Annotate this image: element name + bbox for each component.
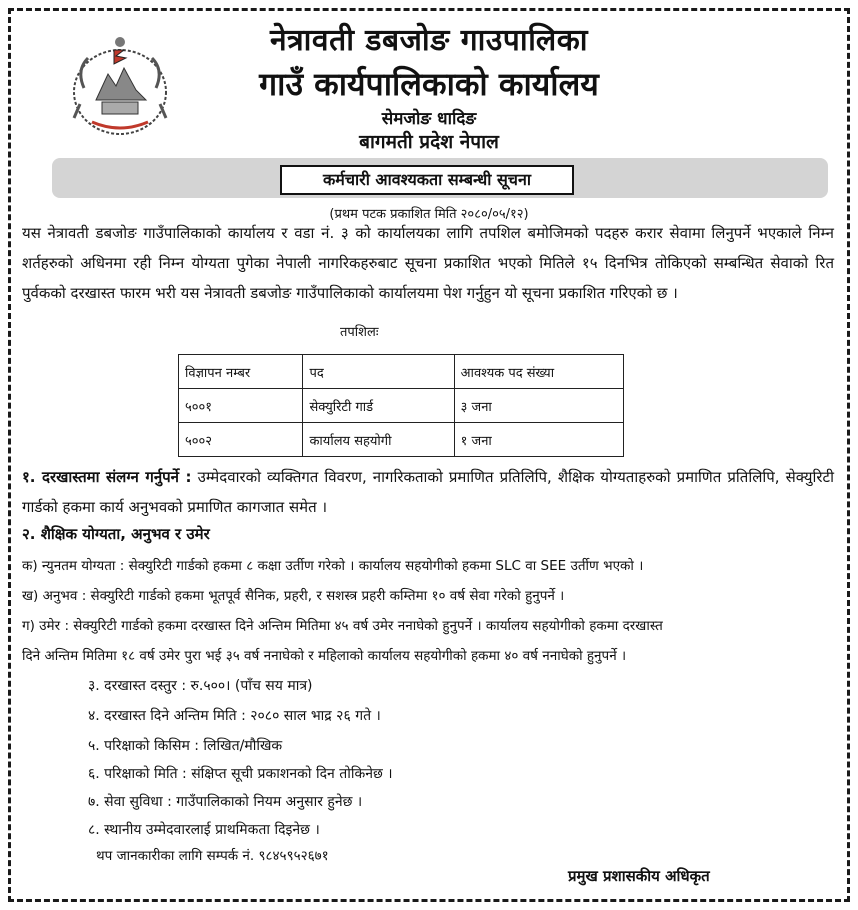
- signature-title: प्रमुख प्रशासकीय अधिकृत: [568, 867, 710, 885]
- age-line-2: दिने अन्तिम मितिमा १८ वर्ष उमेर पुरा भई ३५ वर्ष ननाघेको र महिलाको कार्यालय सहयोगीको हकमा ४० वर्ष ननाघेको हुनुपर्ने ।: [22, 648, 627, 664]
- address-line2: बागमती प्रदेश नेपाल: [359, 131, 499, 153]
- schedule-label: तपशिलः: [340, 325, 379, 340]
- table-cell: ३ जना: [454, 389, 623, 423]
- table-header-row: [179, 355, 624, 389]
- contact-info: थप जानकारीका लागि सम्पर्क नं. ९८४५९५२६७१: [96, 848, 329, 864]
- table-cell: सेक्युरिटी गार्ड: [303, 389, 454, 423]
- published-date: (प्रथम पटक प्रकाशित मिति २०८०/०५/१२): [329, 207, 529, 222]
- list-item: ५. परिक्षाको किसिम : लिखित/मौखिक: [88, 738, 283, 754]
- table-cell: ५००१: [179, 389, 303, 423]
- experience-line: ख) अनुभव : सेक्युरिटी गार्डको हकमा भूतपूर्व सैनिक, प्रहरी, र सशस्त्र प्रहरी कम्तिमा १० वर्ष सेवा गरेको हुनुपर्ने ।: [22, 588, 565, 604]
- office-name: गाउँ कार्यपालिकाको कार्यालय: [259, 65, 599, 103]
- documents-text: उम्मेदवारको व्यक्तिगत विवरण, नागरिकताको प्रमाणित प्रतिलिपि, शैक्षिक योग्यताहरुको प्रमाणित प्रतिलिपि, सेक्युरिटी गार्डको हकमा कार्य अनुभवको प्रमाणित कागजात समेत ।: [22, 468, 834, 516]
- list-item: ६. परिक्षाको मिति : संक्षिप्त सूची प्रकाशनको दिन तोकिनेछ ।: [88, 766, 393, 782]
- table-cell: ५००२: [179, 423, 303, 457]
- intro-paragraph: यस नेत्रावती डबजोङ गाउँपालिकाको कार्यालय र वडा नं. ३ को कार्यालयका लागि तपशिल बमोजिमको पदहरु करार सेवामा लिनुपर्ने भएकाले निम्न शर्तहरुको अधिनमा रही निम्न योग्यता पुगेका नेपाली नागरिकहरुबाट सूचना प्रकाशित भएको मितिले १५ दिनभित्र तोकिएको सम्बन्धित सेवाको रित पुर्वकको दरखास्त फारम भरी यस नेत्रावती डबजोङ गाउँपालिकाको कार्यालयमा पेश गर्नुहुन यो सूचना प्रकाशित गरिएको छ ।: [22, 224, 834, 302]
- list-item: ७. सेवा सुविधा : गाउँपालिकाको नियम अनुसार हुनेछ ।: [88, 794, 363, 810]
- table-row: [179, 423, 624, 457]
- vacancy-table: [178, 354, 624, 457]
- table-row: [179, 389, 624, 423]
- notice-title: कर्मचारी आवश्यकता सम्बन्धी सूचना: [280, 165, 574, 195]
- table-header-cell: आवश्यक पद संख्या: [454, 355, 623, 389]
- address-line1: सेमजोङ धादिङ: [381, 109, 477, 129]
- table-cell: कार्यालय सहयोगी: [303, 423, 454, 457]
- age-line-1: ग) उमेर : सेक्युरिटी गार्डको हकमा दरखास्त दिने अन्तिम मितिमा ४५ वर्ष उमेर ननाघेको हुनुपर्ने । कार्यालय सहयोगीको हकमा दरखास्त: [22, 618, 663, 634]
- list-item: ३. दरखास्त दस्तुर : रु.५००। (पाँच सय मात्र): [88, 678, 313, 694]
- list-item: ८. स्थानीय उम्मेदवारलाई प्राथमिकता दिइनेछ ।: [88, 822, 320, 838]
- table-cell: १ जना: [454, 423, 623, 457]
- section2-heading: २. शैक्षिक योग्यता, अनुभव र उमेर: [22, 525, 210, 543]
- organization-name: नेत्रावती डबजोङ गाउपालिका: [269, 23, 589, 58]
- list-item: ४. दरखास्त दिने अन्तिम मिति : २०८० साल भाद्र २६ गते ।: [88, 708, 381, 724]
- documents-requirement: [22, 462, 834, 522]
- table-header-cell: विज्ञापन नम्बर: [179, 355, 303, 389]
- documents-heading: १. दरखास्तमा संलग्न गर्नुपर्ने :: [22, 468, 192, 486]
- table-header-cell: पद: [303, 355, 454, 389]
- qualification-line: क) न्युनतम योग्यता : सेक्युरिटी गार्डको हकमा ८ कक्षा उर्तीण गरेको । कार्यालय सहयोगीको हकमा SLC वा SEE उर्तीण भएको ।: [22, 558, 644, 574]
